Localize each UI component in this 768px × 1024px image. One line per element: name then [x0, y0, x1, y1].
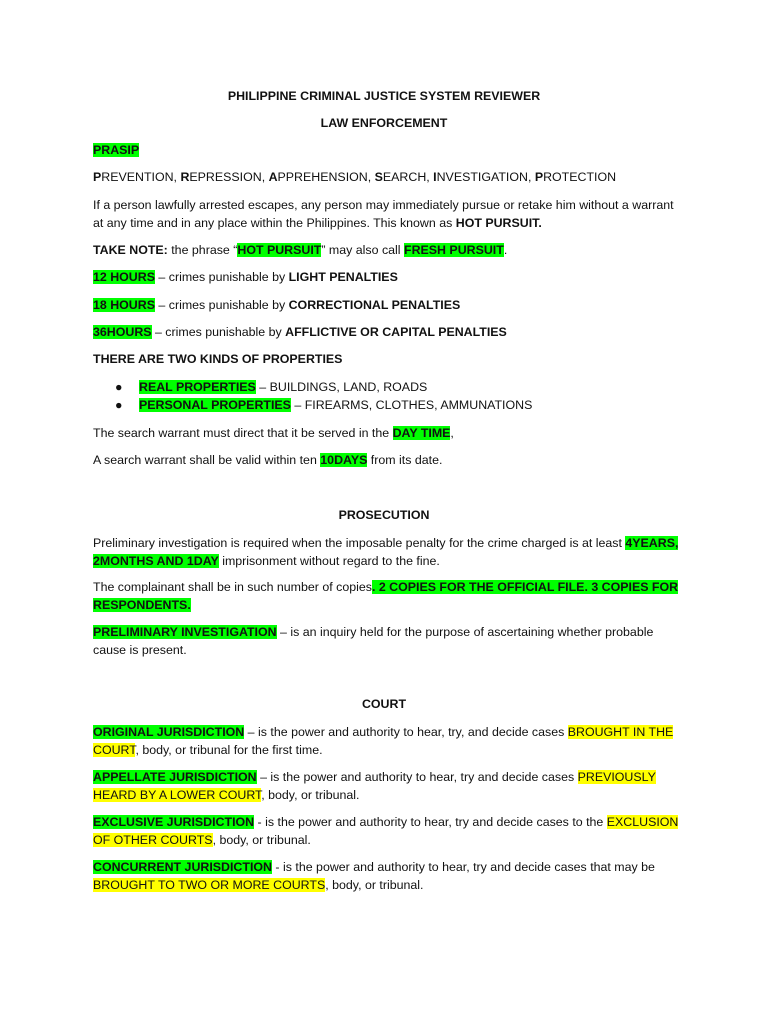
list-item-real-properties: ● REAL PROPERTIES – BUILDINGS, LAND, ROADS: [115, 380, 428, 394]
list-item-personal-properties: ● PERSONAL PROPERTIES – FIREARMS, CLOTHES, AMMUNATIONS: [115, 398, 533, 412]
section-heading-prosecution: PROSECUTION: [338, 508, 430, 522]
section-heading-law-enforcement: LAW ENFORCEMENT: [320, 116, 448, 130]
take-note-paragraph: TAKE NOTE: the phrase “HOT PURSUIT” may also call FRESH PURSUIT.: [93, 243, 508, 257]
preliminary-penalty-paragraph: Preliminary investigation is required when the imposable penalty for the crime charged is at least 4YEARS, 2MONTHS AND 1DAY imprisonment without regard to the fine.: [93, 536, 679, 568]
bullet-icon: ●: [115, 380, 123, 394]
properties-list: [93, 378, 683, 414]
concurrent-jurisdiction-definition: CONCURRENT JURISDICTION - is the power and authority to hear, try and decide cases that may be BROUGHT TO TWO OR MORE COURTS, body, or tribunal.: [93, 860, 655, 892]
section-heading-court: COURT: [361, 697, 407, 711]
penalty-line-36-hours: 36HOURS – crimes punishable by AFFLICTIVE OR CAPITAL PENALTIES: [93, 325, 507, 339]
acronym-prasip: PRASIP: [93, 143, 140, 157]
appellate-jurisdiction-definition: APPELLATE JURISDICTION – is the power and authority to hear, try and decide cases PREVIOUSLY HEARD BY A LOWER COURT, body, or tribunal.: [93, 770, 656, 802]
copies-paragraph: The complainant shall be in such number of copies. 2 COPIES FOR THE OFFICIAL FILE. 3 COPIES FOR RESPONDENTS.: [93, 580, 679, 612]
original-jurisdiction-definition: ORIGINAL JURISDICTION – is the power and authority to hear, try, and decide cases BROUGHT IN THE COURT, body, or tribunal for the first time.: [93, 725, 674, 757]
exclusive-jurisdiction-definition: EXCLUSIVE JURISDICTION - is the power and authority to hear, try and decide cases to the EXCLUSION OF OTHER COURTS, body, or tribunal.: [93, 815, 679, 847]
preliminary-investigation-definition: PRELIMINARY INVESTIGATION – is an inquiry held for the purpose of ascertaining whether probable cause is present.: [93, 625, 654, 657]
acronym-expansion: PREVENTION, REPRESSION, APPREHENSION, SEARCH, INVESTIGATION, PROTECTION: [93, 170, 617, 184]
penalty-line-18-hours: 18 HOURS – crimes punishable by CORRECTIONAL PENALTIES: [93, 298, 461, 312]
hot-pursuit-paragraph: If a person lawfully arrested escapes, any person may immediately pursue or retake him without a warrant at any time and in any place within the Philippines. This known as HOT PURSUIT.: [93, 198, 674, 230]
warrant-validity-paragraph: A search warrant shall be valid within ten 10DAYS from its date.: [93, 453, 443, 467]
bullet-icon: ●: [115, 398, 123, 412]
document-title: PHILIPPINE CRIMINAL JUSTICE SYSTEM REVIEWER: [227, 89, 541, 103]
day-time-paragraph: The search warrant must direct that it be served in the DAY TIME,: [93, 426, 454, 440]
penalty-line-12-hours: 12 HOURS – crimes punishable by LIGHT PENALTIES: [93, 270, 398, 284]
properties-heading: THERE ARE TWO KINDS OF PROPERTIES: [93, 352, 343, 366]
